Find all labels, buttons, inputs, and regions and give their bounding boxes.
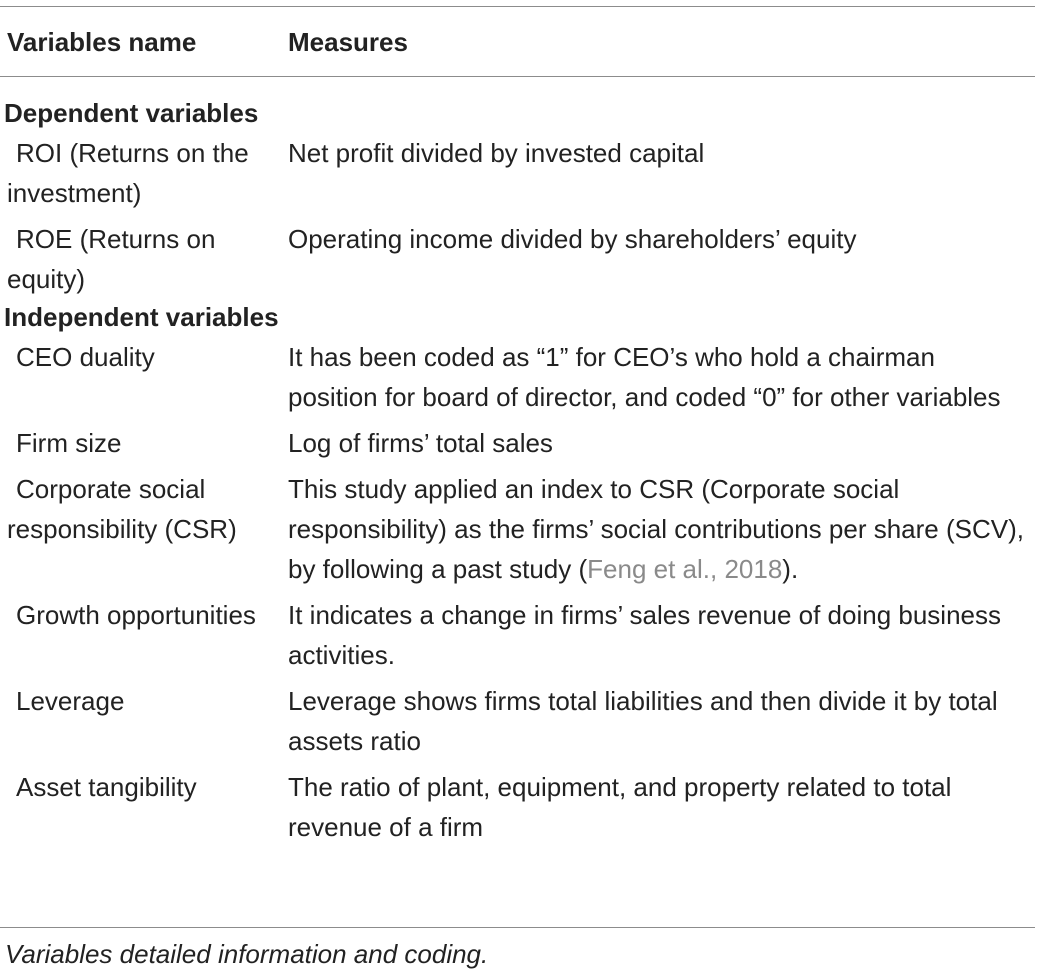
table-row — [0, 337, 1035, 423]
measure-text-end: ). — [782, 554, 799, 584]
table-caption: Variables detailed information and coding. — [5, 939, 489, 969]
variable-name: Firm size — [16, 428, 122, 458]
variable-name: Corporate social responsibility (CSR) — [7, 474, 237, 544]
header-variables-name: Variables name — [7, 27, 197, 57]
variable-measure: Leverage shows firms total liabilities and then divide it by total assets ratio — [288, 686, 998, 756]
variable-name: CEO duality — [16, 342, 155, 372]
table-header-rule — [0, 76, 1035, 77]
table-row — [0, 219, 1035, 305]
table-row — [0, 595, 1035, 681]
header-measures: Measures — [288, 27, 408, 57]
table-row — [0, 767, 1035, 853]
table-row — [0, 423, 1035, 469]
variable-measure: The ratio of plant, equipment, and property related to total revenue of a firm — [288, 772, 952, 842]
section-independent-variables: Independent variables — [4, 302, 279, 332]
variable-measure: It indicates a change in firms’ sales revenue of doing business activities. — [288, 600, 1001, 670]
table-row — [0, 681, 1035, 767]
table-row — [0, 469, 1035, 595]
table-row — [0, 133, 1035, 219]
variable-name: ROI (Returns on the investment) — [7, 138, 249, 208]
table-bottom-rule — [0, 927, 1035, 928]
variable-measure: Log of firms’ total sales — [288, 428, 553, 458]
variable-measure — [280, 469, 1035, 589]
variable-name: Growth opportunities — [16, 600, 256, 630]
variable-name: Asset tangibility — [16, 772, 197, 802]
table-header — [0, 22, 1035, 62]
variable-measure: Operating income divided by shareholders’ equity — [288, 224, 857, 254]
variable-measure: Net profit divided by invested capital — [288, 138, 705, 168]
variable-name: Leverage — [16, 686, 125, 716]
measure-text: This study applied an index to CSR (Corporate social responsibility) as the firms’ social contributions per share (SCV), by following a past study ( — [288, 474, 1024, 584]
table-body — [0, 93, 1035, 853]
section-dependent-variables: Dependent variables — [4, 98, 259, 128]
citation-link[interactable]: Feng et al., 2018 — [587, 554, 783, 584]
table-top-rule — [0, 6, 1035, 7]
variable-name: ROE (Returns on equity) — [7, 224, 216, 294]
variable-measure: It has been coded as “1” for CEO’s who hold a chairman position for board of director, and coded “0” for other variables — [288, 342, 1001, 412]
